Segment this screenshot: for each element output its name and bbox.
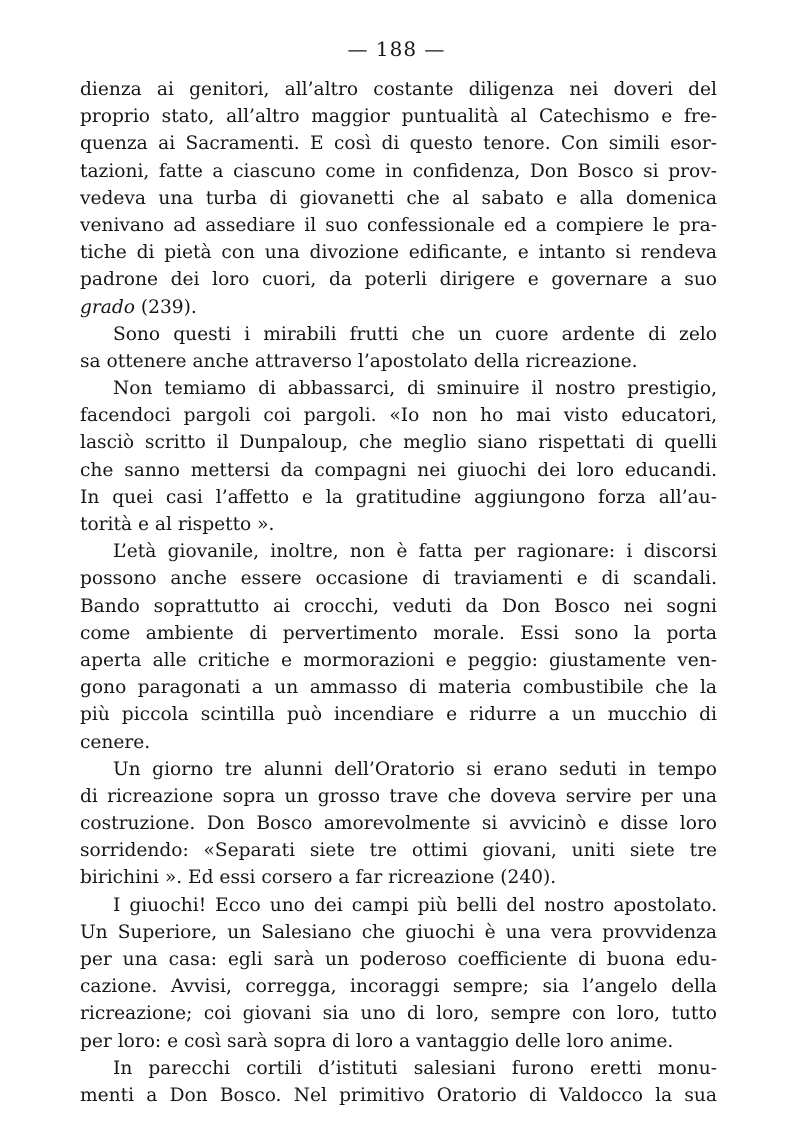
paragraph	[80, 76, 717, 321]
text-line: di ricreazione sopra un grosso trave che doveva servire per una	[80, 785, 717, 807]
text-line: I giuochi! Ecco uno dei campi più belli del nostro apostolato.	[113, 894, 717, 916]
body-text	[80, 76, 717, 1109]
text-line: cazione. Avvisi, corregga, incoraggi sempre; sia l’angelo della	[80, 976, 717, 998]
text-line: sorridendo: «Separati siete tre ottimi giovani, uniti siete tre	[80, 840, 717, 862]
text-line: padrone dei loro cuori, da poterli dirigere e governare a suo	[80, 269, 717, 291]
text-line: per una casa: egli sarà un poderoso coefficiente di buona edu-	[80, 949, 717, 970]
text-line: che sanno mettersi da compagni nei giuochi dei loro educandi.	[80, 459, 717, 481]
text-line	[80, 294, 717, 321]
text-line: lasciò scritto il Dunpaloup, che meglio siano rispettati di quelli	[80, 432, 717, 454]
paragraph	[80, 538, 717, 756]
text-line: venivano ad assediare il suo confessionale ed a compiere le pra-	[80, 214, 717, 236]
text-line: ricreazione; coi giovani sia uno di loro, sempre con loro, tutto	[80, 1003, 717, 1025]
paragraph	[80, 375, 717, 538]
text-line: sa ottenere anche attraverso l’apostolato della ricreazione.	[80, 350, 638, 372]
text-line: Un Superiore, un Salesiano che giuochi è una vera provvidenza	[80, 921, 717, 943]
text-line: aperta alle critiche e mormorazioni e peggio: giustamente ven-	[80, 649, 717, 671]
text-line: possono anche essere occasione di traviamenti e di scandali.	[80, 568, 717, 590]
text-line: proprio stato, all’altro maggior puntualità al Catechismo e fre-	[80, 106, 717, 128]
citation-reference: (239).	[134, 296, 197, 318]
text-line: Sono questi i mirabili frutti che un cuore ardente di zelo	[113, 323, 717, 345]
text-line: Non temiamo di abbassarci, di sminuire il nostro prestigio,	[113, 378, 717, 400]
text-line: Bando soprattutto ai crocchi, veduti da Don Bosco nei sogni	[80, 595, 717, 617]
text-line: vedeva una turba di giovanetti che al sabato e alla domenica	[80, 187, 717, 209]
text-line: facendoci pargoli coi pargoli. «Io non ho mai visto educatori,	[80, 405, 717, 427]
text-line: gono paragonati a un ammasso di materia combustibile che la	[80, 677, 717, 699]
text-line: tiche di pietà con una divozione edificante, e intanto si rendeva	[80, 242, 717, 264]
text-line: L’età giovanile, inoltre, non è fatta per ragionare: i discorsi	[113, 541, 717, 563]
text-line: In quei casi l’affetto e la gratitudine aggiungono forza all’au-	[80, 486, 717, 508]
text-line: In parecchi cortili d’istituti salesiani furono eretti monu-	[113, 1057, 717, 1079]
page-number: — 188 —	[347, 37, 446, 61]
text-line: per loro: e così sarà sopra di loro a vantaggio delle loro anime.	[80, 1030, 674, 1052]
text-line: menti a Don Bosco. Nel primitivo Oratorio di Valdocco la sua	[80, 1084, 717, 1106]
text-line: Un giorno tre alunni dell’Oratorio si erano seduti in tempo	[113, 758, 717, 780]
text-line: come ambiente di pervertimento morale. Essi sono la porta	[80, 622, 717, 644]
paragraph	[80, 321, 717, 375]
text-line: torità e al rispetto ».	[80, 514, 275, 535]
text-line: costruzione. Don Bosco amorevolmente si avvicinò e disse loro	[80, 813, 717, 835]
text-line: cenere.	[80, 731, 151, 753]
italic-word: grado	[80, 296, 135, 318]
paragraph	[80, 756, 717, 892]
text-line: dienza ai genitori, all’altro costante diligenza nei doveri del	[80, 79, 717, 100]
paragraph	[80, 1055, 717, 1109]
text-line: più piccola scintilla può incendiare e ridurre a un mucchio di	[80, 704, 717, 726]
text-line: tazioni, fatte a ciascuno come in confidenza, Don Bosco si prov-	[80, 160, 717, 182]
text-line: quenza ai Sacramenti. E così di questo tenore. Con simili esor-	[80, 133, 717, 155]
text-line: birichini ». Ed essi corsero a far ricreazione (240).	[80, 867, 557, 889]
paragraph	[80, 892, 717, 1055]
